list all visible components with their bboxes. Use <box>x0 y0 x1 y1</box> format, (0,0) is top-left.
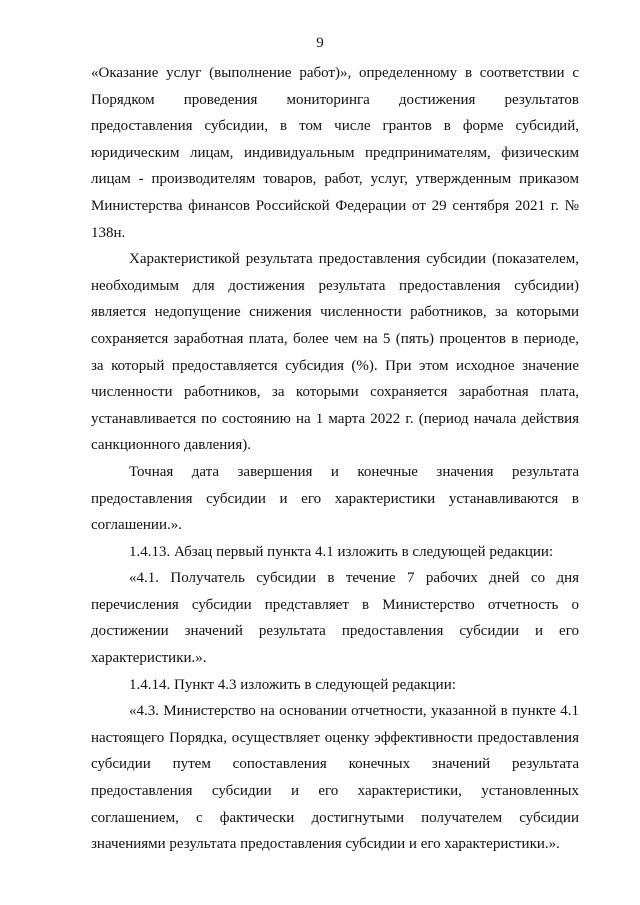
paragraph-amendment-1-4-13: 1.4.13. Абзац первый пункта 4.1 изложить в следующей редакции: <box>129 543 554 560</box>
paragraph-result-name-continuation: «Оказание услуг (выполнение работ)», определенному в соответствии с Порядком проведения мониторинга достижения результатов предоставления субсидии, в том числе грантов в форме субсидий, юридическим лицам, индивидуальным предпринимателям, физическим лицам - производителям товаров, работ, услуг, утвержденным приказом Министерства финансов Российской Федерации от 29 сентября 2021 г. № 138н. <box>91 65 579 241</box>
page-number: 9 <box>316 35 324 51</box>
paragraph-amendment-1-4-14: 1.4.14. Пункт 4.3 изложить в следующей редакции: <box>129 676 456 693</box>
document-body <box>91 60 579 858</box>
paragraph-clause-4-3: «4.3. Министерство на основании отчетности, указанной в пункте 4.1 настоящего Порядка, осуществляет оценку эффективности предоставления субсидии путем сопоставления конечных значений результата предоставления субсидии и его характеристики, установленных соглашением, с фактически достигнутыми получателем субсидии значениями результата предоставления субсидии и его характеристики.». <box>91 703 579 853</box>
paragraph-clause-4-1: «4.1. Получатель субсидии в течение 7 рабочих дней со дня перечисления субсидии представляет в Министерство отчетность о достижении значений результата предоставления субсидии и его характеристики.». <box>91 570 579 667</box>
paragraph-result-characteristic: Характеристикой результата предоставления субсидии (показателем, необходимым для достижения результата предоставления субсидии) является недопущение снижения численности работников, за которыми сохраняется заработная плата, более чем на 5 (пять) процентов в периоде, за который предоставляется субсидия (%). При этом исходное значение численности работников, за которыми сохраняется заработная плата, устанавливается по состоянию на 1 марта 2022 г. (период начала действия санкционного давления). <box>91 251 579 454</box>
paragraph-completion-date: Точная дата завершения и конечные значения результата предоставления субсидии и его характеристики устанавливаются в соглашении.». <box>91 463 579 534</box>
